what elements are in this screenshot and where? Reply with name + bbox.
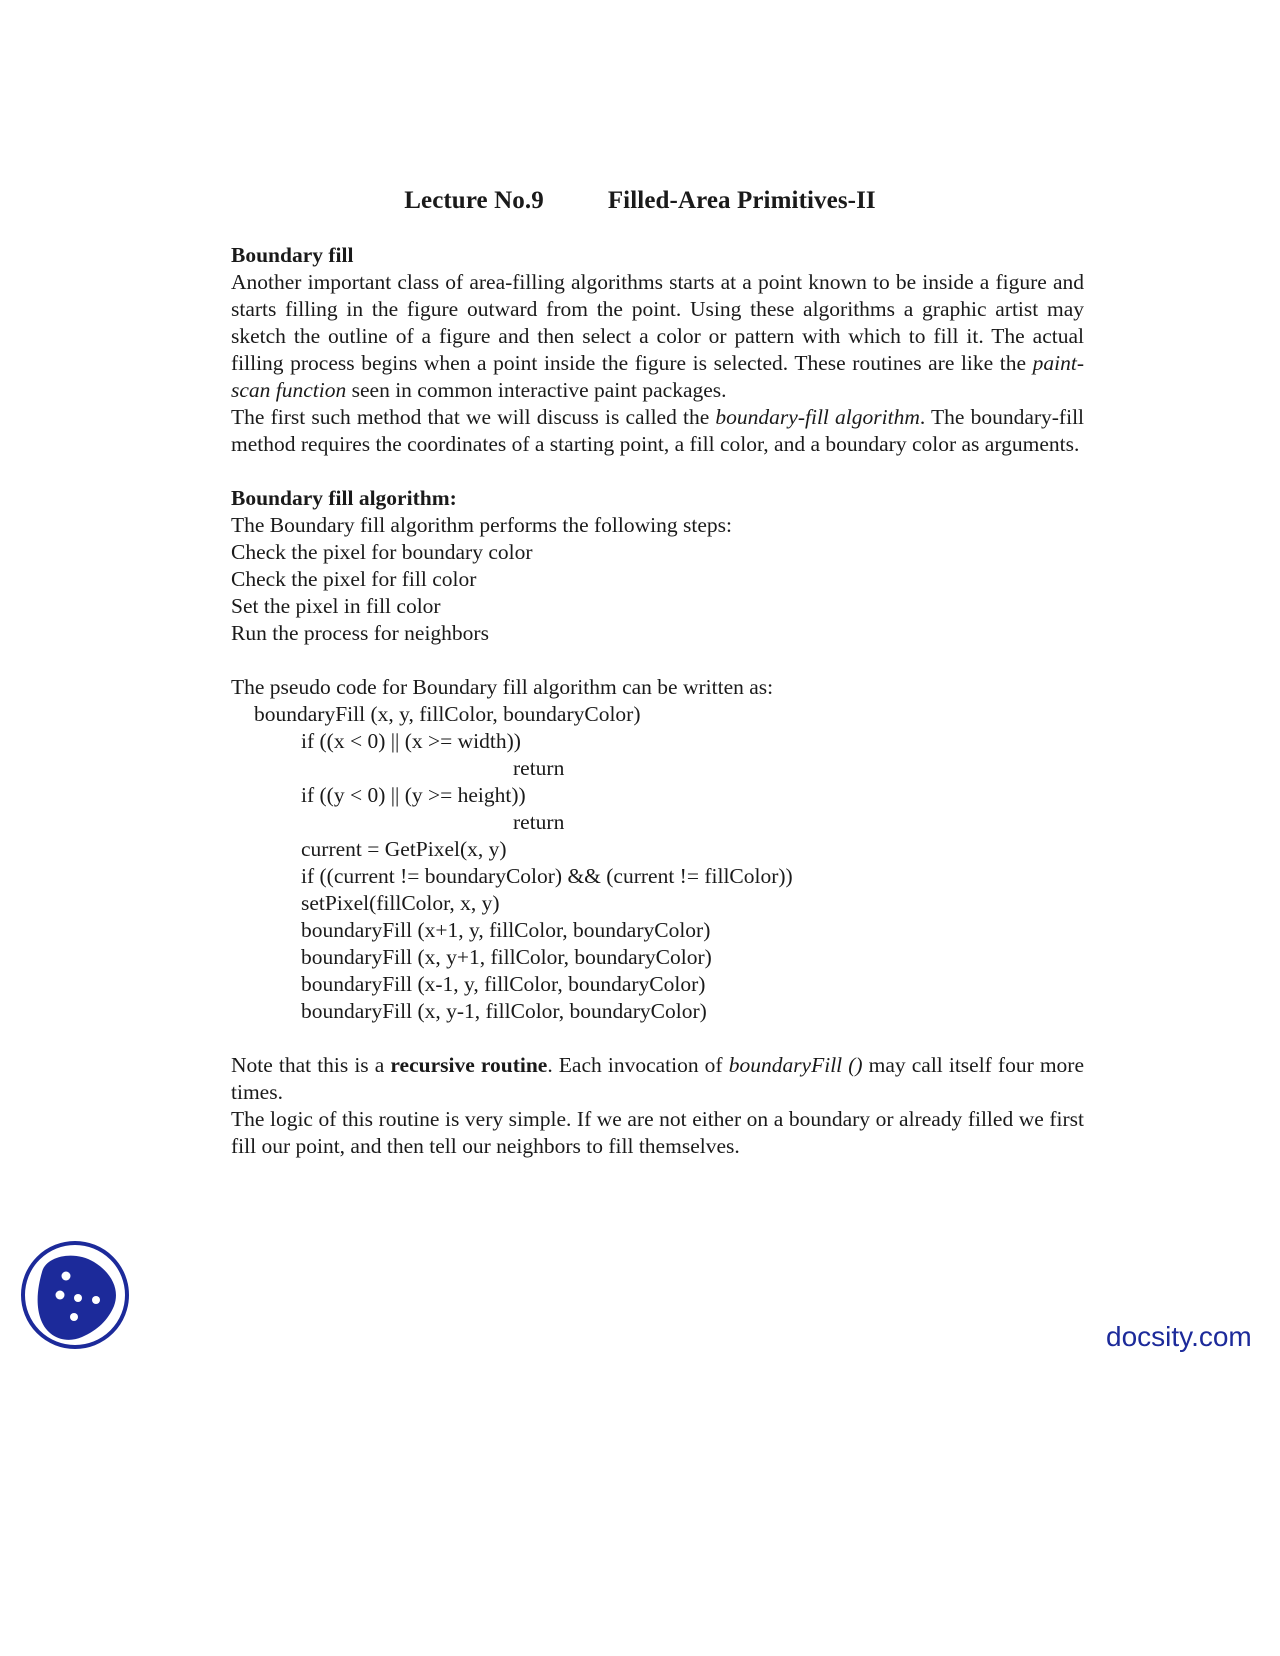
algorithm-step: Set the pixel in fill color bbox=[231, 594, 441, 618]
algorithm-step: Check the pixel for boundary color bbox=[231, 540, 533, 564]
page-title bbox=[0, 187, 1280, 215]
pseudocode-line: if ((current != boundaryColor) && (current != fillColor)) bbox=[301, 864, 793, 888]
paragraph-recursive-note: Note that this is a recursive routine. Each invocation of boundaryFill () may call itself four more times. bbox=[231, 1053, 1084, 1104]
lecture-topic: Filled-Area Primitives-II bbox=[607, 187, 876, 214]
pseudocode-line: if ((y < 0) || (y >= height)) bbox=[301, 783, 526, 807]
paragraph-boundary-fill-intro: Another important class of area-filling algorithms starts at a point known to be inside a figure and starts filling in the figure outward from the point. Using these algorithms a graphic artist may sketch the outline of a figure and then select a color or pattern with which to fill it. The actual filling process begins when a point inside the figure is selected. These routines are like the paint-scan function seen in common interactive paint packages. bbox=[231, 270, 1084, 402]
pseudocode-line: boundaryFill (x+1, y, fillColor, boundaryColor) bbox=[301, 918, 711, 942]
pseudocode-intro: The pseudo code for Boundary fill algorithm can be written as: bbox=[231, 675, 774, 699]
italic-term-boundaryfill-call: boundaryFill () bbox=[728, 1053, 863, 1077]
docsity-brand-link[interactable]: docsity.com bbox=[1106, 1321, 1252, 1352]
pseudocode-signature: boundaryFill (x, y, fillColor, boundaryColor) bbox=[254, 702, 641, 726]
pseudocode-line: boundaryFill (x-1, y, fillColor, boundaryColor) bbox=[301, 972, 706, 996]
algorithm-intro: The Boundary fill algorithm performs the following steps: bbox=[231, 513, 732, 537]
algorithm-step: Run the process for neighbors bbox=[231, 621, 489, 645]
bold-term-recursive-routine: recursive routine bbox=[390, 1053, 548, 1077]
lecture-number: Lecture No.9 bbox=[404, 187, 544, 214]
paragraph-routine-logic: The logic of this routine is very simple. If we are not either on a boundary or already filled we first fill our point, and then tell our neighbors to fill themselves. bbox=[231, 1107, 1084, 1158]
section-heading-boundary-fill: Boundary fill bbox=[231, 243, 354, 267]
italic-term-paint-scan: paint-scan function bbox=[231, 351, 1084, 402]
pseudocode-line: current = GetPixel(x, y) bbox=[301, 837, 507, 861]
paragraph-boundary-fill-method: The first such method that we will discuss is called the boundary-fill algorithm. The boundary-fill method requires the coordinates of a starting point, a fill color, and a boundary color as arguments. bbox=[231, 405, 1085, 456]
document-body bbox=[231, 242, 1084, 1160]
docsity-logo-icon[interactable] bbox=[20, 1240, 130, 1350]
pseudocode-line: setPixel(fillColor, x, y) bbox=[301, 891, 500, 915]
pseudocode-line: boundaryFill (x, y+1, fillColor, boundaryColor) bbox=[301, 945, 712, 969]
algorithm-step: Check the pixel for fill color bbox=[231, 567, 477, 591]
pseudocode-line: return bbox=[513, 756, 565, 780]
pseudocode-line: return bbox=[513, 810, 565, 834]
pseudocode-line: if ((x < 0) || (x >= width)) bbox=[301, 729, 521, 753]
pseudocode-line: boundaryFill (x, y-1, fillColor, boundaryColor) bbox=[301, 999, 707, 1023]
italic-term-boundary-fill: boundary-fill algorithm bbox=[715, 405, 920, 429]
section-heading-algorithm: Boundary fill algorithm: bbox=[231, 486, 457, 510]
